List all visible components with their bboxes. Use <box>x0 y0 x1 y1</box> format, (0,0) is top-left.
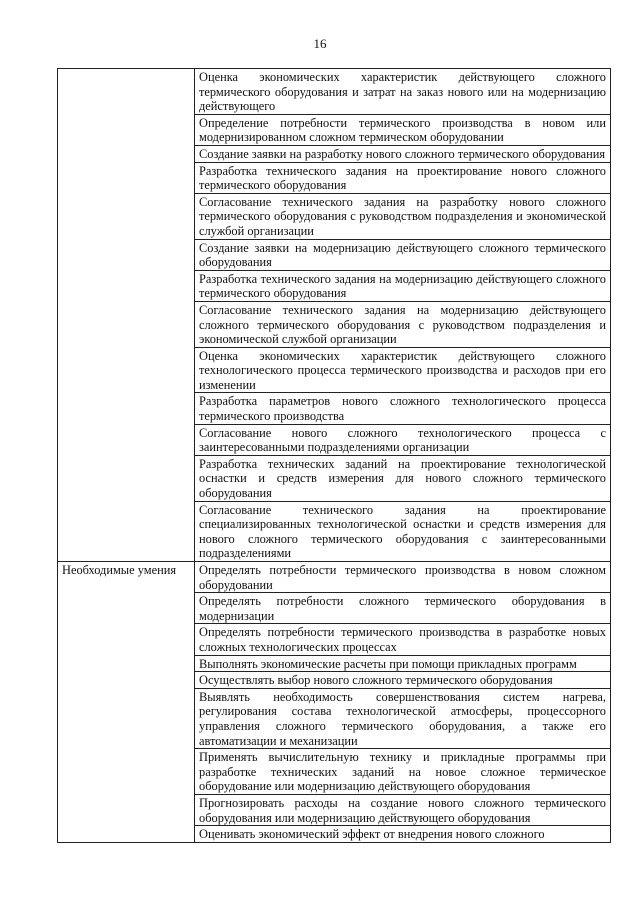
section-label: Необходимые умения <box>58 562 195 843</box>
item-description: Прогнозировать расходы на создание нового сложного термического оборудования или модернизацию действующего оборудования <box>195 794 611 825</box>
item-description: Согласование технического задания на разработку нового сложного термического оборудования с руководством подразделения и экономической службой организации <box>195 193 611 239</box>
item-description: Создание заявки на разработку нового сложного термического оборудования <box>195 145 611 162</box>
item-description: Разработка параметров нового сложного технологического процесса термического производства <box>195 393 611 424</box>
item-description: Определение потребности термического производства в новом или модернизированном сложном термическом оборудовании <box>195 114 611 145</box>
item-description: Разработка технического задания на модернизацию действующего сложного термического оборудования <box>195 270 611 301</box>
table-row <box>58 69 611 115</box>
item-description: Осуществлять выбор нового сложного термического оборудования <box>195 672 611 689</box>
item-description: Разработка технического задания на проектирование нового сложного термического оборудования <box>195 162 611 193</box>
item-description: Согласование нового сложного технологического процесса с заинтересованными подразделениями организации <box>195 424 611 455</box>
item-description: Согласование технического задания на проектирование специализированных технологической оснастки и средств измерения для нового сложного термического оборудования с заинтересованными подразделениями <box>195 501 611 561</box>
qualification-table <box>57 68 611 843</box>
item-description: Применять вычислительную технику и прикладные программы при разработке технических заданий на новое сложное термическое оборудование или модернизацию действующего оборудования <box>195 749 611 795</box>
item-description: Оценка экономических характеристик действующего сложного технологического процесса термического производства и расходов при его изменении <box>195 347 611 393</box>
table-row <box>58 562 611 593</box>
item-description: Определять потребности сложного термического оборудования в модернизации <box>195 593 611 624</box>
page-number: 16 <box>313 36 327 51</box>
item-description: Определять потребности термического производства в новом сложном оборудовании <box>195 562 611 593</box>
item-description: Согласование технического задания на модернизацию действующего сложного термического оборудования с руководством подразделения и экономической службой организации <box>195 301 611 347</box>
item-description: Определять потребности термического производства в разработке новых сложных технологических процессах <box>195 624 611 655</box>
item-description: Создание заявки на модернизацию действующего сложного термического оборудования <box>195 239 611 270</box>
section-label <box>58 69 195 562</box>
item-description: Оценка экономических характеристик действующего сложного термического оборудования и затрат на заказ нового или на модернизацию действующего <box>195 69 611 115</box>
item-description: Выявлять необходимость совершенствования систем нагрева, регулирования состава технологической атмосферы, процессорного управления сложного термического оборудования, а также его автоматизации и механизации <box>195 688 611 748</box>
item-description: Выполнять экономические расчеты при помощи прикладных программ <box>195 655 611 672</box>
item-description: Разработка технических заданий на проектирование технологической оснастки и средств измерения для нового сложного термического оборудования <box>195 455 611 501</box>
item-description: Оценивать экономический эффект от внедрения нового сложного <box>195 826 611 843</box>
